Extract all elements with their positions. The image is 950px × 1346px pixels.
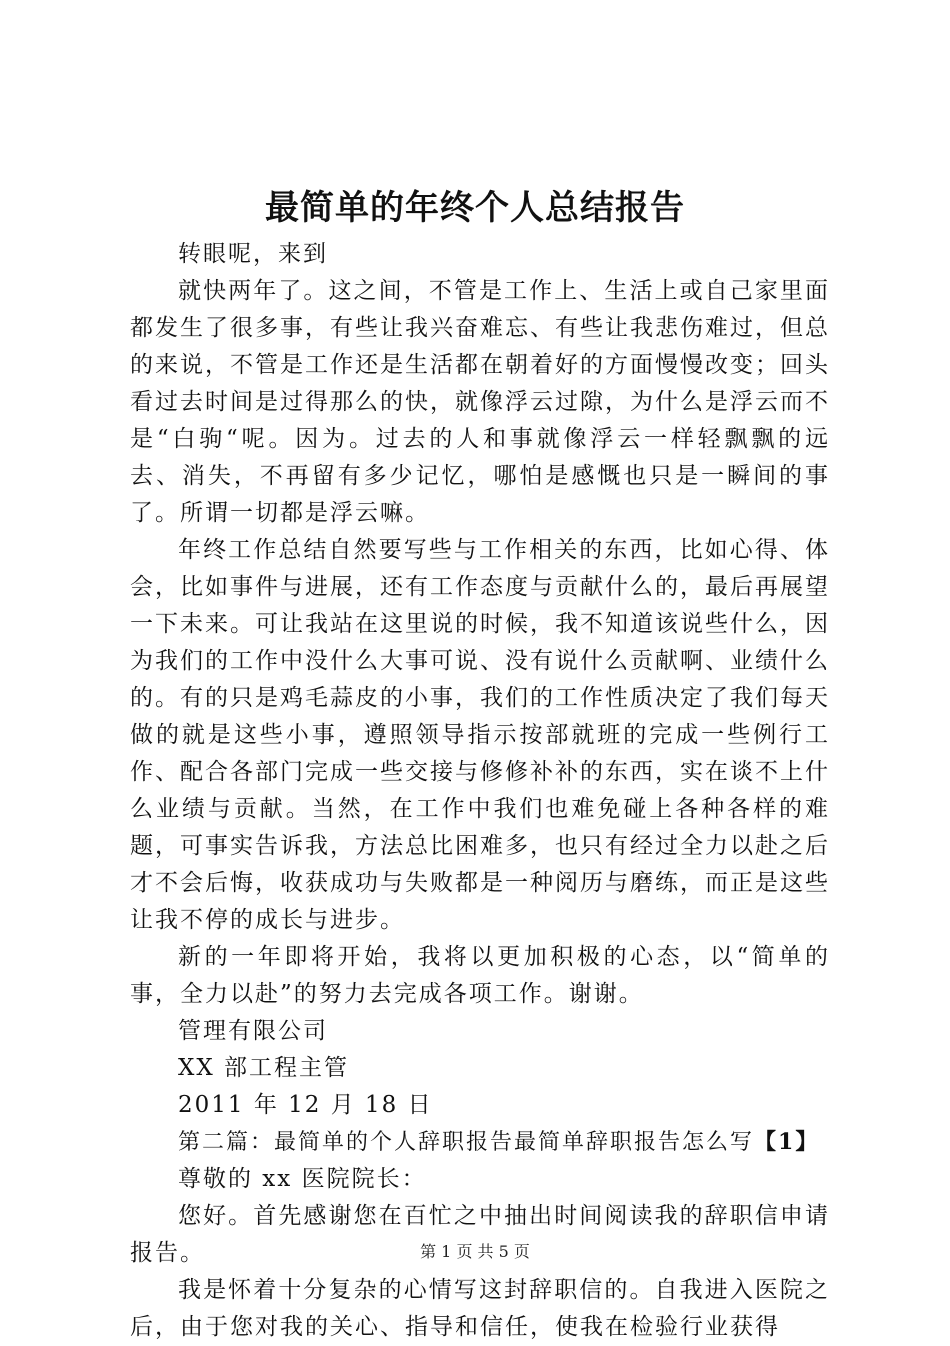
section2-bracket: 【1】 [754, 1129, 820, 1155]
signature-position: XX 部工程主管 [178, 1055, 350, 1081]
section2-heading-line [130, 1124, 830, 1161]
letter-body: 我是怀着十分复杂的心情写这封辞职信的。自我进入医院之后，由于您对我的关心、指导和信任，使我在检验行业获得 [130, 1277, 830, 1340]
page-footer: 第 1 页 共 5 页 [420, 1242, 530, 1261]
paragraph-outlook: 新的一年即将开始，我将以更加积极的心态，以“简单的事，全力以赴”的努力去完成各项工作。谢谢。 [130, 944, 830, 1007]
paragraph-review: 就快两年了。这之间，不管是工作上、生活上或自己家里面都发生了很多事，有些让我兴奋难忘、有些让我悲伤难过，但总的来说，不管是工作还是生活都在朝着好的方面慢慢改变；回头看过去时间是过得那么的快，就像浮云过隙，为什么是浮云而不是“白驹“呢。因为。过去的人和事就像浮云一样轻飘飘的远去、消失，不再留有多少记忆，哪怕是感慨也只是一瞬间的事了。所谓一切都是浮云嘛。 [130, 278, 830, 526]
signature-date: 2011 年 12 月 18 日 [178, 1092, 433, 1118]
letter-salutation: 尊敬的 xx 医院院长： [178, 1166, 427, 1192]
document-title: 最简单的年终个人总结报告 [265, 188, 685, 228]
paragraph-opening: 转眼呢，来到 [178, 241, 328, 267]
letter-greeting: 您好。首先感谢您在百忙之中抽出时间阅读我的辞职信申请报告。 [130, 1203, 830, 1266]
signature-company: 管理有限公司 [178, 1018, 328, 1044]
section2-heading: 第二篇：最简单的个人辞职报告最简单辞职报告怎么写 [178, 1130, 755, 1155]
document-body [130, 236, 830, 1346]
paragraph-work-summary: 年终工作总结自然要写些与工作相关的东西，比如心得、体会，比如事件与进展，还有工作态度与贡献什么的，最后再展望一下未来。可让我站在这里说的时候，我不知道该说些什么，因为我们的工作中没什么大事可说、没有说什么贡献啊、业绩什么的。有的只是鸡毛蒜皮的小事，我们的工作性质决定了我们每天做的就是这些小事，遵照领导指示按部就班的完成一些例行工作、配合各部门完成一些交接与修修补补的东西，实在谈不上什么业绩与贡献。当然，在工作中我们也难免碰上各种各样的难题，可事实告诉我，方法总比困难多，也只有经过全力以赴之后才不会后悔，收获成功与失败都是一种阅历与磨练，而正是这些让我不停的成长与进步。 [130, 537, 830, 933]
